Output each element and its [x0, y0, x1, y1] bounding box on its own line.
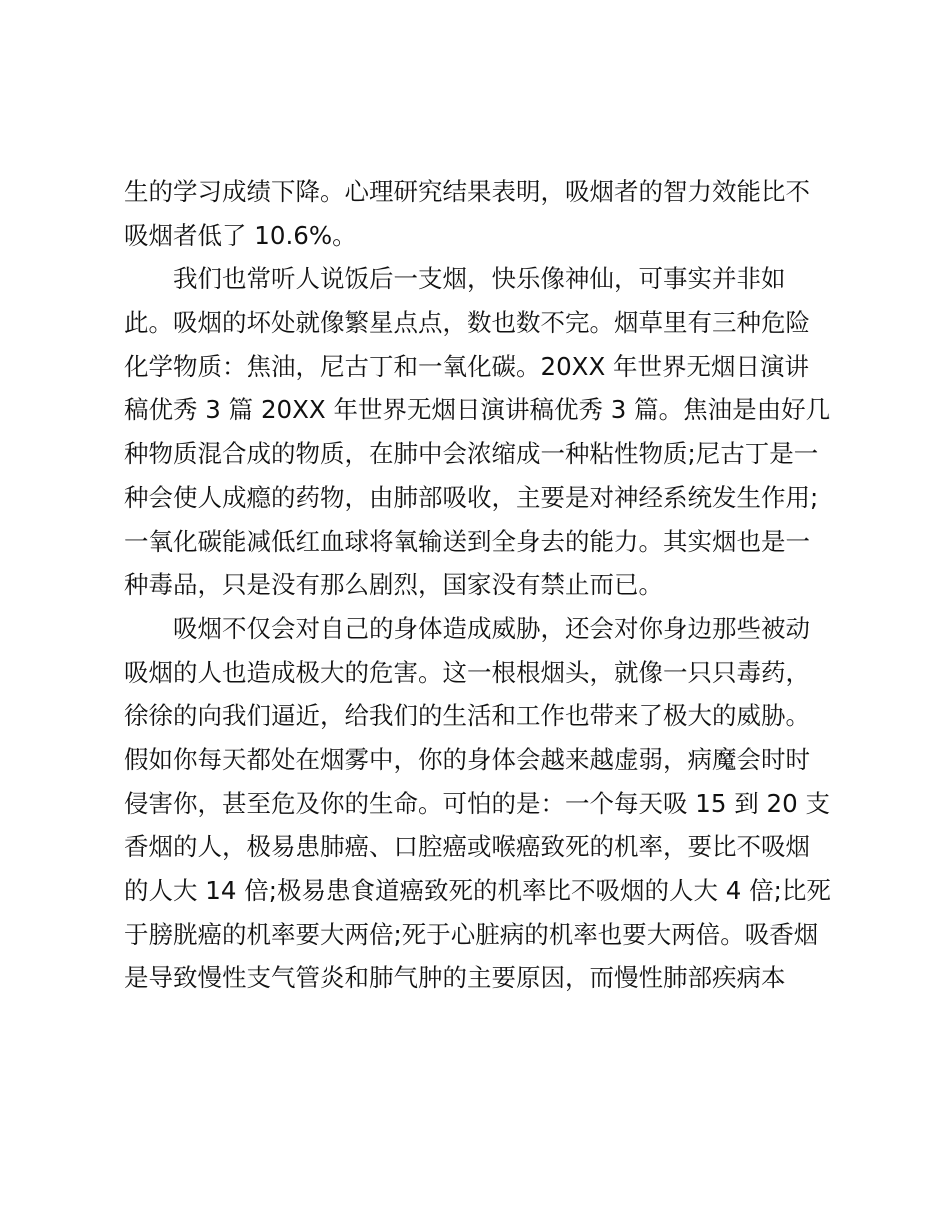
text-line: 假如你每天都处在烟雾中，你的身体会越来越虚弱，病魔会时时: [124, 744, 810, 774]
text-line: 种毒品，只是没有那么剧烈，国家没有禁止而已。: [124, 570, 663, 600]
text-line: 的人大 14 倍;极易患食道癌致死的机率比不吸烟的人大 4 倍;比死: [124, 876, 831, 905]
paragraph-start-line: 我们也常听人说饭后一支烟，快乐像神仙，可事实并非如: [173, 264, 786, 294]
text-line: 于膀胱癌的机率要大两倍;死于心脏病的机率也要大两倍。吸香烟: [124, 919, 819, 949]
text-line: 吸烟者低了 10.6%。: [124, 220, 357, 250]
text-line: 侵害你，甚至危及你的生命。可怕的是：一个每天吸 15 到 20 支: [124, 788, 830, 818]
paragraph-start-line: 吸烟不仅会对自己的身体造成威胁，还会对你身边那些被动: [173, 613, 810, 643]
text-line: 是导致慢性支气管炎和肺气肿的主要原因，而慢性肺部疾病本: [124, 963, 786, 993]
text-line: 化学物质：焦油，尼古丁和一氧化碳。20XX 年世界无烟日演讲: [124, 351, 810, 381]
text-line: 稿优秀 3 篇 20XX 年世界无烟日演讲稿优秀 3 篇。焦油是由好几: [124, 395, 831, 425]
text-line: 徐徐的向我们逼近，给我们的生活和工作也带来了极大的威胁。: [124, 701, 810, 731]
text-line: 一氧化碳能减低红血球将氧输送到全身去的能力。其实烟也是一: [124, 526, 810, 556]
text-line: 吸烟的人也造成极大的危害。这一根根烟头，就像一只只毒药，: [124, 657, 810, 687]
text-line: 生的学习成绩下降。心理研究结果表明，吸烟者的智力效能比不: [124, 177, 810, 206]
text-line: 此。吸烟的坏处就像繁星点点，数也数不完。烟草里有三种危险: [124, 308, 810, 338]
text-line: 种会使人成瘾的药物，由肺部吸收，主要是对神经系统发生作用;: [124, 482, 819, 512]
text-line: 种物质混合成的物质，在肺中会浓缩成一种粘性物质;尼古丁是一: [124, 439, 819, 469]
text-line: 香烟的人，极易患肺癌、口腔癌或喉癌致死的机率，要比不吸烟: [124, 832, 810, 862]
document-body: [124, 170, 834, 1000]
